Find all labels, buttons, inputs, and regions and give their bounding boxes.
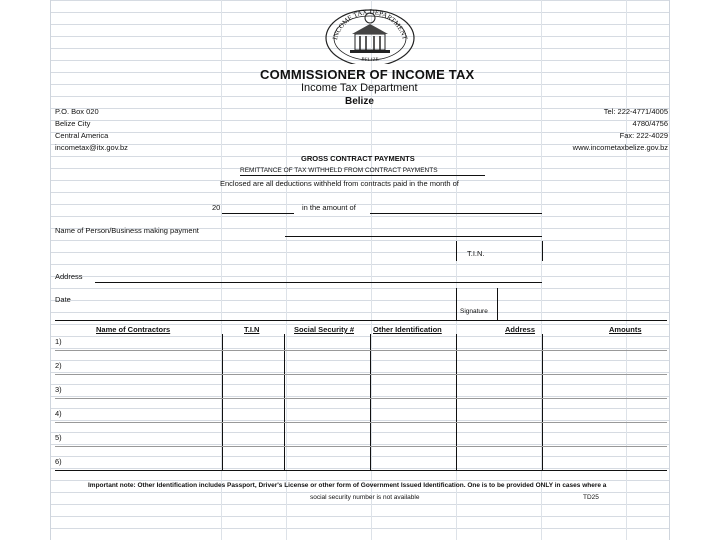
income-tax-department-seal [314, 4, 426, 64]
table-col-divider [284, 334, 285, 470]
section-title: GROSS CONTRACT PAYMENTS [301, 154, 415, 163]
col-header-address: Address [505, 325, 536, 334]
col-header-other-id: Other Identification [373, 325, 442, 334]
table-row-line [55, 374, 667, 375]
table-row: 1) [55, 337, 62, 346]
table-col-divider [370, 334, 371, 470]
payer-name-line[interactable] [285, 236, 542, 237]
amount-label: in the amount of [302, 203, 356, 212]
table-row: 5) [55, 433, 62, 442]
table-row: 3) [55, 385, 62, 394]
table-row-line [55, 398, 667, 399]
address-label: Address [55, 272, 83, 281]
col-header-social-security: Social Security # [294, 325, 355, 334]
email-address: incometax@itx.gov.bz [55, 143, 128, 152]
page-title: COMMISSIONER OF INCOME TAX [260, 67, 475, 82]
col-header-tin: T.I.N [244, 325, 260, 334]
po-box: P.O. Box 020 [55, 107, 99, 116]
table-col-divider [456, 334, 457, 470]
telephone-1: Tel: 222-4771/4005 [603, 107, 668, 116]
seal-ring-text-top: INCOME TAX DEPARTMENT [331, 7, 409, 41]
col-header-amounts: Amounts [609, 325, 642, 334]
important-note-continued: social security number is not available [310, 494, 420, 501]
enclosed-text: Enclosed are all deductions withheld from contracts paid in the month of [220, 179, 459, 188]
table-row: 2) [55, 361, 62, 370]
payer-name-label: Name of Person/Business making payment [55, 226, 199, 235]
website: www.incometaxbelize.gov.bz [572, 143, 668, 152]
tin-box-left [456, 241, 457, 261]
region: Central America [55, 131, 109, 140]
country-name: Belize [345, 96, 374, 107]
important-note: Important note: Other Identification includes Passport, Driver's License or other form of Government Issued Identification. One is to be provided ONLY in cases where a [88, 482, 607, 489]
form-code: TD25 [583, 494, 599, 501]
svg-text:BELIZE [361, 58, 379, 63]
department-name: Income Tax Department [301, 82, 418, 94]
subtitle-underline [240, 175, 485, 176]
year-prefix: 20 [212, 203, 221, 212]
signature-label: Signature [460, 308, 488, 315]
table-row-line [55, 422, 667, 423]
table-top-rule [55, 320, 667, 321]
table-col-divider [222, 334, 223, 470]
date-label: Date [55, 295, 71, 304]
month-year-line[interactable] [222, 213, 294, 214]
table-bottom-rule [55, 470, 667, 471]
form-subtitle: REMITTANCE OF TAX WITHHELD FROM CONTRACT PAYMENTS [240, 167, 438, 174]
table-col-divider [542, 334, 543, 470]
tin-box-right [542, 241, 543, 261]
signature-box-left [456, 288, 457, 320]
table-row: 4) [55, 409, 62, 418]
signature-box-right [497, 288, 498, 320]
table-row-line [55, 446, 667, 447]
address-line[interactable] [95, 282, 542, 283]
fax-number: Fax: 222-4029 [619, 131, 668, 140]
city: Belize City [55, 119, 91, 128]
table-row-line [55, 350, 667, 351]
telephone-2: 4780/4756 [632, 119, 668, 128]
col-header-name: Name of Contractors [96, 325, 171, 334]
tin-label: T.I.N. [467, 249, 485, 258]
seal-ring-text-bottom: BELIZE [361, 57, 379, 64]
table-row: 6) [55, 457, 62, 466]
amount-line[interactable] [370, 213, 542, 214]
